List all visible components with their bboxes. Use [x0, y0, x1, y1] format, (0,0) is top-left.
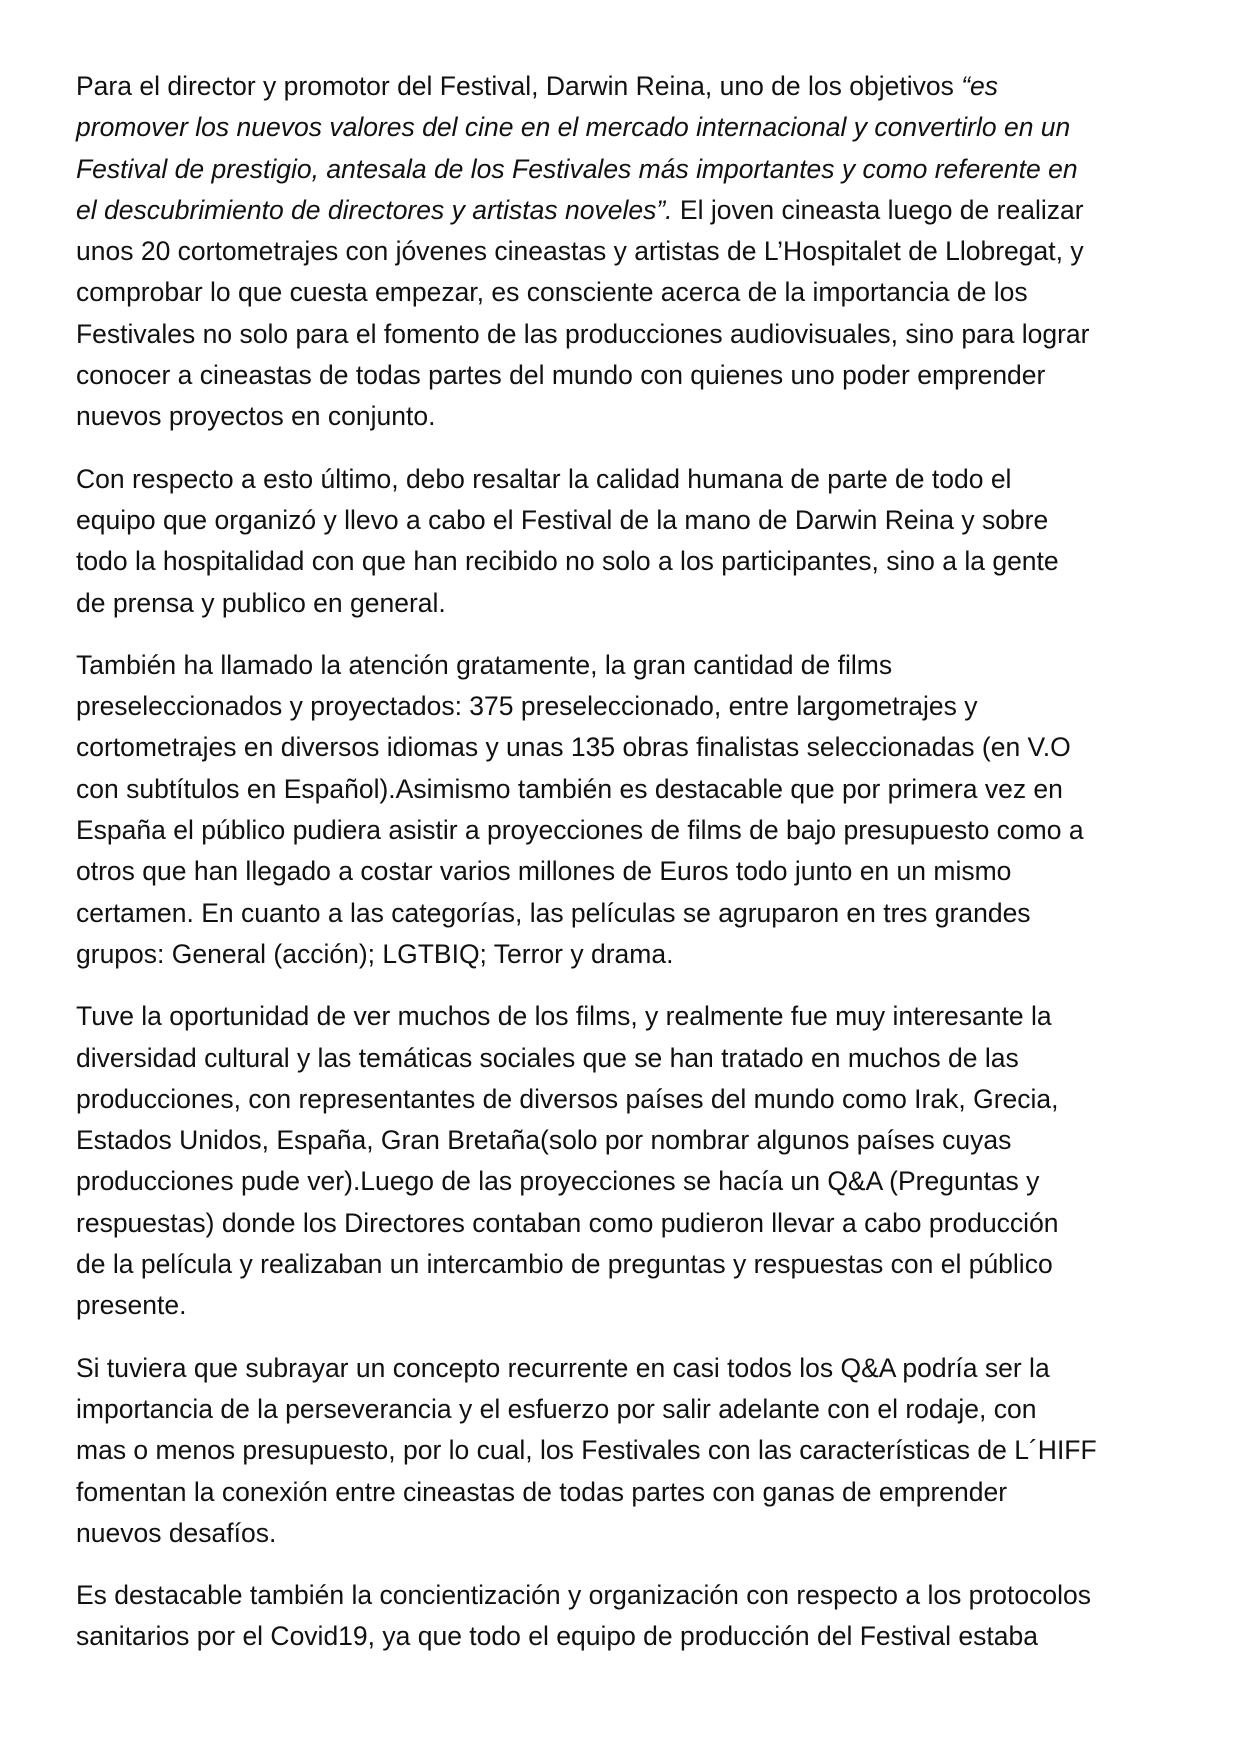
- text-line: [76, 727, 1176, 768]
- text-line: [76, 190, 1176, 231]
- paragraph-4: [76, 996, 1176, 1326]
- text-line: [76, 893, 1176, 934]
- text-line: [76, 1038, 1176, 1079]
- text-line: [76, 810, 1176, 851]
- body-text: grupos: General (acción); LGTBIQ; Terror y drama.: [76, 938, 674, 969]
- body-text: otros que han llegado a costar varios millones de Euros todo junto en un mismo: [76, 856, 1012, 887]
- body-text: mas o menos presupuesto, por lo cual, los Festivales con las características de L´HIFF: [76, 1435, 1097, 1466]
- body-text: presente.: [76, 1290, 187, 1321]
- body-text: cortometrajes en diversos idiomas y unas 135 obras finalistas seleccionadas (en V.O: [76, 732, 1071, 763]
- text-line: [76, 459, 1176, 500]
- text-line: [76, 1472, 1176, 1513]
- body-text: todo la hospitalidad con que han recibido no solo a los participantes, sino a la gente: [76, 546, 1059, 577]
- italic-quote-text: el descubrimiento de directores y artistas noveles”.: [76, 194, 673, 225]
- text-line: [76, 583, 1176, 624]
- body-text: fomentan la conexión entre cineastas de todas partes con ganas de emprender: [76, 1476, 1008, 1507]
- body-text: comprobar lo que cuesta empezar, es consciente acerca de la importancia de los: [76, 277, 1028, 308]
- text-line: [76, 314, 1176, 355]
- body-text: sanitarios por el Covid19, ya que todo el equipo de producción del Festival estaba: [76, 1621, 1038, 1652]
- text-line: [76, 541, 1176, 582]
- body-text: conocer a cineastas de todas partes del mundo con quienes uno poder emprender: [76, 360, 1046, 391]
- text-line: [76, 1285, 1176, 1326]
- text-line: [76, 355, 1176, 396]
- body-text: Estados Unidos, España, Gran Bretaña(solo por nombrar algunos países cuyas: [76, 1125, 1012, 1156]
- text-line: [76, 1348, 1176, 1389]
- body-text: de prensa y publico en general.: [76, 587, 446, 618]
- text-line: [76, 769, 1176, 810]
- paragraph-2: [76, 459, 1176, 624]
- text-line: [76, 1079, 1176, 1120]
- body-text: equipo que organizó y llevo a cabo el Festival de la mano de Darwin Reina y sobre: [76, 504, 1049, 535]
- body-text: preseleccionados y proyectados: 375 preseleccionado, entre largometrajes y: [76, 691, 978, 722]
- text-line: [76, 1616, 1176, 1657]
- body-text: Festivales no solo para el fomento de las producciones audiovisuales, sino para lograr: [76, 318, 1090, 349]
- text-line: [76, 1389, 1176, 1430]
- body-text: producciones pude ver).Luego de las proyecciones se hacía un Q&A (Preguntas y: [76, 1166, 1040, 1197]
- body-text: El joven cineasta luego de realizar: [672, 194, 1084, 225]
- text-line: [76, 1430, 1176, 1471]
- body-text: Es destacable también la concientización y organización con respecto a los protocolos: [76, 1580, 1091, 1611]
- body-text: España el público pudiera asistir a proyecciones de films de bajo presupuesto como a: [76, 815, 1084, 846]
- paragraph-3: [76, 645, 1176, 975]
- text-line: [76, 686, 1176, 727]
- text-line: [76, 1513, 1176, 1554]
- text-line: [76, 500, 1176, 541]
- body-text: de la película y realizaban un intercambio de preguntas y respuestas con el público: [76, 1249, 1053, 1280]
- text-line: [76, 149, 1176, 190]
- text-line: [76, 231, 1176, 272]
- body-text: Tuve la oportunidad de ver muchos de los films, y realmente fue muy interesante la: [76, 1001, 1052, 1032]
- text-line: [76, 272, 1176, 313]
- body-text: con subtítulos en Español).Asimismo también es destacable que por primera vez en: [76, 773, 1063, 804]
- body-text: nuevos proyectos en conjunto.: [76, 401, 436, 432]
- body-text: También ha llamado la atención gratamente, la gran cantidad de films: [76, 649, 893, 680]
- body-text: unos 20 cortometrajes con jóvenes cineastas y artistas de L’Hospitalet de Llobregat, y: [76, 236, 1084, 267]
- italic-quote-text: Festival de prestigio, antesala de los Festivales más importantes y como referente en: [76, 153, 1078, 184]
- body-text: nuevos desafíos.: [76, 1517, 277, 1548]
- paragraph-5: [76, 1348, 1176, 1554]
- text-line: [76, 645, 1176, 686]
- document-page: [76, 66, 1176, 1679]
- body-text: diversidad cultural y las temáticas sociales que se han tratado en muchos de las: [76, 1042, 1019, 1073]
- text-line: [76, 1575, 1176, 1616]
- text-line: [76, 1161, 1176, 1202]
- text-line: [76, 1244, 1176, 1285]
- body-text: Con respecto a esto último, debo resaltar la calidad humana de parte de todo el: [76, 463, 1012, 494]
- text-line: [76, 396, 1176, 437]
- body-text: Si tuviera que subrayar un concepto recurrente en casi todos los Q&A podría ser la: [76, 1352, 1050, 1383]
- text-line: [76, 66, 1176, 107]
- text-line: [76, 107, 1176, 148]
- italic-quote-text: promover los nuevos valores del cine en el mercado internacional y convertirlo en un: [76, 112, 1071, 143]
- text-line: [76, 851, 1176, 892]
- paragraph-1: [76, 66, 1176, 438]
- body-text: importancia de la perseverancia y el esfuerzo por salir adelante con el rodaje, con: [76, 1393, 1037, 1424]
- body-text: Para el director y promotor del Festival, Darwin Reina, uno de los objetivos: [76, 71, 962, 101]
- text-line: [76, 1203, 1176, 1244]
- body-text: producciones, con representantes de diversos países del mundo como Irak, Grecia,: [76, 1083, 1059, 1114]
- italic-quote-text: “es: [961, 71, 999, 101]
- text-line: [76, 1120, 1176, 1161]
- text-line: [76, 934, 1176, 975]
- paragraph-6: [76, 1575, 1176, 1658]
- body-text: respuestas) donde los Directores contaban como pudieron llevar a cabo producción: [76, 1207, 1059, 1238]
- body-text: certamen. En cuanto a las categorías, las películas se agruparon en tres grandes: [76, 897, 1031, 928]
- text-line: [76, 996, 1176, 1037]
